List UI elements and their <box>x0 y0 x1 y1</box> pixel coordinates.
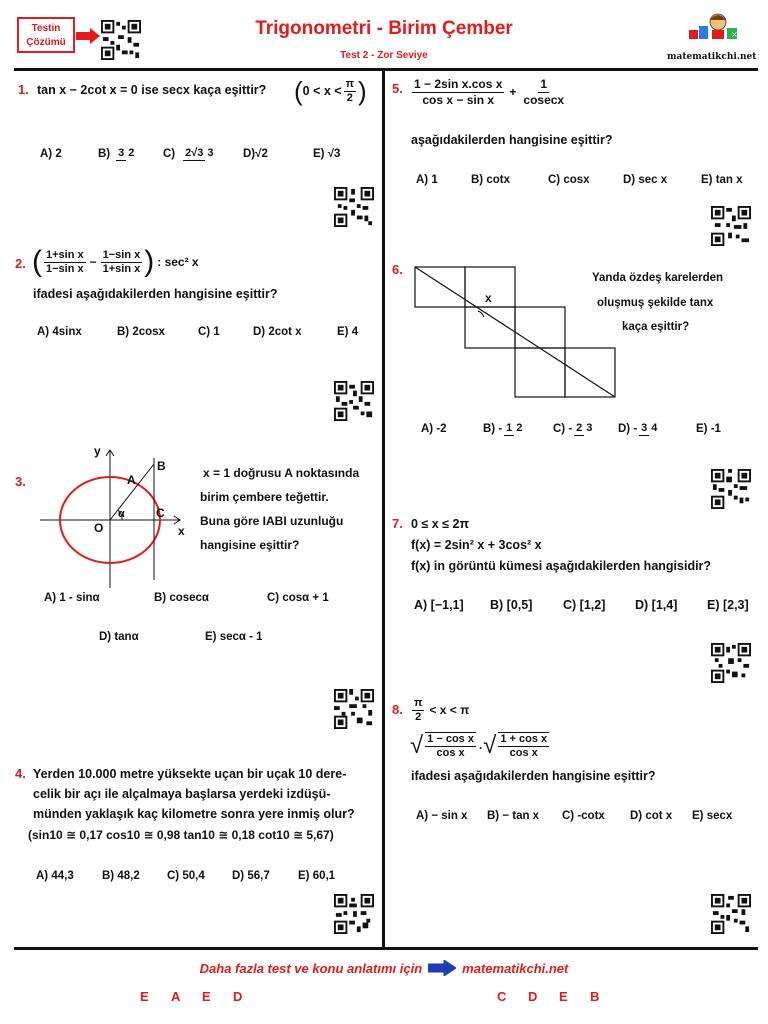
page-title: Trigonometri - Birim Çember <box>255 18 513 39</box>
q1-option-b-den: 2 <box>128 147 135 159</box>
q2-frac1-den: 1−sin x <box>46 262 84 275</box>
q8-options <box>416 810 732 822</box>
q8-condition <box>410 694 469 726</box>
q3-text-4: hangisine eşittir? <box>200 538 300 552</box>
solution-badge-label: Testin Çözümü <box>26 23 66 48</box>
q5-option-d[interactable]: D) sec x <box>623 174 668 186</box>
q3-text-1: x = 1 doğrusu A noktasında <box>203 466 360 480</box>
q7-option-c[interactable]: C) [1,2] <box>563 598 606 612</box>
q7-number: 7. <box>392 516 403 531</box>
q3-option-e[interactable]: E) secα - 1 <box>205 631 263 643</box>
q4-option-b[interactable]: B) 48,2 <box>102 870 140 882</box>
q1-option-c[interactable] <box>163 147 243 161</box>
q4-text-3: münden yaklaşık kaç kilometre sonra yere inmiş olur? <box>33 807 355 821</box>
q5-frac1-den: cos x − sin x <box>422 92 495 107</box>
q1-option-a[interactable]: A) 2 <box>40 148 62 160</box>
qr-code-icon[interactable] <box>711 643 751 683</box>
q7-line-3: f(x) in görüntü kümesi aşağıdakilerden hangisidir? <box>411 559 712 573</box>
logo-icon <box>685 10 745 52</box>
q7-line-1: 0 ≤ x ≤ 2π <box>411 517 470 531</box>
q7-option-d[interactable]: D) [1,4] <box>635 598 678 612</box>
q6-label-x: x <box>485 291 492 305</box>
footer-text: Daha fazla test ve konu anlatımı için <box>199 960 423 976</box>
q8-cond-tail: < x < π <box>429 703 470 717</box>
squares-diagram <box>414 266 616 398</box>
q3-option-c[interactable]: C) cosα + 1 <box>267 592 329 604</box>
q3-option-d[interactable]: D) tanα <box>99 631 139 643</box>
answer-key-item: E <box>140 989 149 1004</box>
qr-code-icon[interactable] <box>334 894 374 934</box>
q5-number: 5. <box>392 81 403 96</box>
q6-number: 6. <box>392 262 403 277</box>
logo-text: matematikchi.net <box>667 52 757 62</box>
q3-text-3: Buna göre IABI uzunluğu <box>200 514 344 528</box>
q8-option-a[interactable]: A) − sin x <box>416 810 468 822</box>
q5-frac2-den: cosecx <box>523 92 565 107</box>
q6-text-1: Yanda özdeş karelerden <box>592 272 724 284</box>
q6-option-c-label: C) - <box>553 423 573 435</box>
q6-options <box>421 413 721 445</box>
q1-cond-2: 2 <box>346 91 353 104</box>
q7-options <box>414 598 749 612</box>
q5-expression <box>410 74 568 110</box>
q6-option-d-num: 3 <box>641 422 648 434</box>
q4-option-e[interactable]: E) 60,1 <box>298 870 336 882</box>
q8-option-d[interactable]: D) cot x <box>630 810 673 822</box>
q1-condition-left: 0 < x < <box>302 84 342 98</box>
arrow-right-icon <box>428 960 456 976</box>
answer-key-left <box>140 989 242 1004</box>
q2-option-a[interactable]: A) 4sinx <box>37 326 82 338</box>
page-subtitle: Test 2 - Zor Seviye <box>340 50 428 61</box>
q8-root1-den: cos x <box>436 747 465 759</box>
q5-text: aşağıdakilerden hangisine eşittir? <box>411 133 613 147</box>
qr-code-icon[interactable] <box>711 894 751 934</box>
q6-option-b-den: 2 <box>516 422 523 434</box>
answer-key-item: A <box>171 989 181 1004</box>
footer-rule <box>14 947 758 950</box>
q1-option-b-label: B) <box>98 148 111 160</box>
q8-root2-num: 1 + cos x <box>500 733 548 745</box>
q1-option-b-num: 3 <box>118 147 125 159</box>
q2-option-b[interactable]: B) 2cosx <box>117 326 165 338</box>
q5-frac2-num: 1 <box>540 76 548 91</box>
q4-options <box>36 870 335 882</box>
q6-option-d-label: D) - <box>618 423 638 435</box>
q2-frac1-num: 1+sin x <box>46 248 84 261</box>
q5-option-e[interactable]: E) tan x <box>701 174 743 186</box>
qr-code-icon[interactable] <box>334 187 374 227</box>
q6-option-c[interactable] <box>553 422 618 436</box>
q5-plus: + <box>509 85 517 99</box>
q3-label-y: y <box>94 444 101 458</box>
q1-option-c-den: 3 <box>207 147 214 159</box>
q1-cond-pi: π <box>345 77 355 90</box>
answer-key-item: E <box>559 989 568 1004</box>
q6-option-d-den: 4 <box>651 422 658 434</box>
q3-label-x: x <box>178 524 185 538</box>
q1-option-c-label: C) <box>163 148 176 160</box>
q3-text-2: birim çembere teğettir. <box>200 490 329 504</box>
q6-option-e[interactable]: E) -1 <box>696 423 721 435</box>
q1-text: tan x − 2cot x = 0 ise secx kaça eşittir? <box>37 83 267 97</box>
q8-number: 8. <box>392 702 403 717</box>
q8-expression: √ $\frac{\text{1 − cos x}}{\text{cos x}}$ . √ $\frac{\text{1 + cos x}}{\text{cos x}}$ <box>410 732 548 759</box>
q5-options <box>416 174 743 186</box>
q1-option-d[interactable]: D)√2 <box>243 148 268 160</box>
answer-key-right <box>497 989 599 1004</box>
q8-option-e[interactable]: E) secx <box>692 810 733 822</box>
q8-cond-2: 2 <box>415 710 422 723</box>
q4-text-4: (sin10 ≅ 0,17 cos10 ≅ 0,98 tan10 ≅ 0,18 cot10 ≅ 5,67) <box>28 828 334 842</box>
svg-text:×: × <box>731 30 738 39</box>
q4-option-c[interactable]: C) 50,4 <box>167 870 205 882</box>
q3-option-a[interactable]: A) 1 - sinα <box>44 592 100 604</box>
q3-options-row2 <box>99 631 263 643</box>
q8-root2-den: cos x <box>509 747 538 759</box>
q6-option-a[interactable]: A) -2 <box>421 423 447 435</box>
column-divider <box>382 68 385 950</box>
q2-frac2-den: 1+sin x <box>102 262 141 275</box>
q5-frac1-num: 1 − 2sin x.cos x <box>414 76 503 91</box>
answer-key-item: E <box>202 989 211 1004</box>
q6-option-b-label: B) - <box>483 423 503 435</box>
q7-option-a[interactable]: A) [−1,1] <box>414 598 464 612</box>
q5-option-b[interactable]: B) cotx <box>471 174 510 186</box>
q7-line-2: f(x) = 2sin² x + 3cos² x <box>411 538 542 552</box>
answer-key-item: D <box>528 989 538 1004</box>
q4-number: 4. <box>15 766 26 781</box>
q6-option-b-num: 1 <box>506 422 513 434</box>
footer-line <box>0 960 768 976</box>
q6-text-3: kaça eşittir? <box>622 321 690 333</box>
q7-option-e[interactable]: E) [2,3] <box>707 598 749 612</box>
q1-option-c-num: 2√3 <box>185 147 204 159</box>
q1-number: 1. <box>18 82 29 97</box>
q3-label-b: B <box>157 459 166 473</box>
q4-option-d[interactable]: D) 56,7 <box>232 870 270 882</box>
q2-option-c[interactable]: C) 1 <box>198 326 220 338</box>
q2-number: 2. <box>15 256 26 271</box>
q8-option-c[interactable]: C) -cotx <box>562 810 605 822</box>
q1-option-b[interactable] <box>98 147 163 161</box>
q4-option-a[interactable]: A) 44,3 <box>36 870 74 882</box>
q1-options <box>40 137 340 171</box>
q3-number: 3. <box>15 474 26 489</box>
q3-options-row1 <box>44 592 329 604</box>
q4-text-1: Yerden 10.000 metre yüksekte uçan bir uçak 10 dere- <box>33 767 347 781</box>
q2-option-d[interactable]: D) 2cot x <box>253 326 302 338</box>
q8-option-b[interactable]: B) − tan x <box>487 810 540 822</box>
q2-expression: ( $\frac{\text{1+sin x}}{\text{1−sin x}}$ − $\frac{\text{1−sin x}}{\text{1+sin x}}$ ) : sec² x <box>32 245 199 278</box>
qr-code-icon[interactable] <box>711 469 751 509</box>
q6-text-2: oluşmuş şekilde tanx <box>597 297 714 309</box>
unit-circle-diagram <box>30 440 200 590</box>
q8-text: ifadesi aşağıdakilerden hangisine eşittir? <box>411 769 656 783</box>
q6-option-c-num: 2 <box>576 422 583 434</box>
q2-tail: : sec² x <box>157 255 199 269</box>
q5-option-a[interactable]: A) 1 <box>416 174 438 186</box>
answer-key-item: B <box>590 989 600 1004</box>
footer-link[interactable]: matematikchi.net <box>462 960 569 976</box>
q1-option-e[interactable]: E) √3 <box>313 148 341 160</box>
qr-code-icon[interactable] <box>334 381 374 421</box>
q6-option-d[interactable] <box>618 422 696 436</box>
q2-options <box>37 326 358 338</box>
q2-option-e[interactable]: E) 4 <box>337 326 359 338</box>
qr-code-icon[interactable] <box>334 689 374 729</box>
q4-text-2: celik bir açı ile alçalmaya başlarsa yerdeki izdüşü- <box>33 787 331 801</box>
q6-option-b[interactable] <box>483 422 553 436</box>
q3-option-b[interactable]: B) cosecα <box>154 592 210 604</box>
answer-key-item: D <box>233 989 243 1004</box>
q2-frac2-num: 1−sin x <box>102 248 141 261</box>
header-rule <box>14 68 758 71</box>
q3-label-alpha: α <box>118 508 125 520</box>
q3-label-c: C <box>156 506 165 520</box>
q8-root1-num: 1 − cos x <box>427 733 474 745</box>
qr-code-icon[interactable] <box>711 206 751 246</box>
q7-option-b[interactable]: B) [0,5] <box>490 598 533 612</box>
q3-label-a: A <box>127 473 136 487</box>
q8-cond-pi: π <box>414 696 423 709</box>
q1-condition: ( 0 < x < $\frac{\pi}{2}$ ) <box>294 76 367 106</box>
answer-key-item: C <box>497 989 507 1004</box>
q5-option-c[interactable]: C) cosx <box>548 174 590 186</box>
q6-option-c-den: 3 <box>586 422 593 434</box>
q2-text: ifadesi aşağıdakilerden hangisine eşittir? <box>33 287 278 301</box>
q3-label-o: O <box>94 521 104 535</box>
